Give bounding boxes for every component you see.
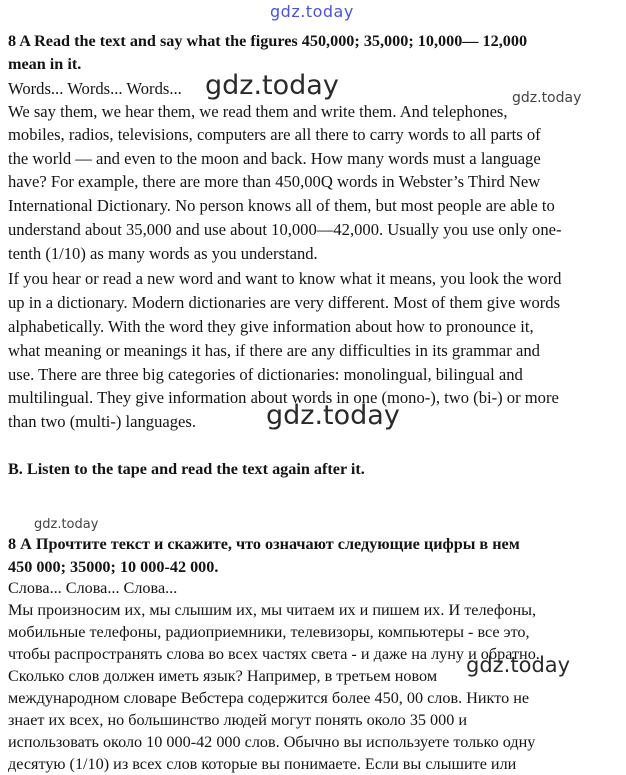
- paragraph-1-line: the world — and even to the moon and back. How many words must a language: [8, 149, 541, 168]
- watermark-1: gdz.today: [205, 70, 339, 101]
- watermark-5: gdz.today: [466, 653, 571, 677]
- paragraph-1-line: understand about 35,000 and use about 10,000—42,000. Usually you use only one-: [8, 220, 562, 239]
- paragraph-1-line: mobiles, radios, televisions, computers are all there to carry words to all parts of: [8, 125, 541, 144]
- paragraph-2-line: alphabetically. With the word they give information about how to pronounce it,: [8, 317, 534, 336]
- paragraph-1-line: tenth (1/10) as many words as you understand.: [8, 244, 318, 263]
- task-title-line-2: mean in it.: [8, 55, 82, 73]
- watermark-2: gdz.today: [512, 90, 582, 106]
- paragraph-1-line: We say them, we hear them, we read them and write them. And telephones,: [8, 102, 508, 121]
- ru-paragraph-line: знает их всех, но большинство людей могут понять около 35 000 и: [8, 711, 468, 729]
- paragraph-2-line: use. There are three big categories of dictionaries: monolingual, bilingual and: [8, 365, 523, 384]
- ru-paragraph-line: десятую (1/10) из всех слов которые вы понимаете. Если вы слышите или: [8, 755, 517, 773]
- text-title: Words... Words... Words...: [8, 79, 182, 98]
- watermark-3: gdz.today: [266, 400, 400, 431]
- task-b: B. Listen to the tape and read the text again after it.: [8, 460, 365, 478]
- ru-paragraph-line: чтобы распространять слова во всех частях света - и даже на луну и обратно.: [8, 645, 540, 663]
- ru-text-title: Слова... Слова... Слова...: [8, 579, 178, 597]
- paragraph-1-line: International Dictionary. No person knows all of them, but most people are able to: [8, 196, 555, 215]
- paragraph-2-line: than two (multi-) languages.: [8, 412, 197, 431]
- task-title-line-1: 8 A Read the text and say what the figures 450,000; 35,000; 10,000— 12,000: [8, 32, 528, 50]
- ru-paragraph-line: мобильные телефоны, радиоприемники, телевизоры, компьютеры - все это,: [8, 623, 530, 641]
- paragraph-1-line: have? For example, there are more than 450,00Q words in Webster’s Third New: [8, 172, 541, 191]
- paragraph-2-line: up in a dictionary. Modern dictionaries are very different. Most of them give words: [8, 293, 561, 312]
- ru-paragraph-line: Мы произносим их, мы слышим их, мы читаем их и пишем их. И телефоны,: [8, 601, 537, 619]
- ru-paragraph-line: международном словаре Вебстера содержится более 450, 00 слов. Никто не: [8, 689, 530, 707]
- paragraph-2-line: what meaning or meanings it has, if there are any difficulties in its grammar and: [8, 341, 540, 360]
- paragraph-2-line: If you hear or read a new word and want to know what it means, you look the word: [8, 269, 562, 288]
- ru-paragraph-line: Сколько слов должен иметь язык? Например, в третьем новом: [8, 667, 438, 685]
- ru-task-title-line-2: 450 000; 35000; 10 000-42 000.: [8, 558, 219, 576]
- watermark-top: gdz.today: [270, 2, 354, 21]
- ru-paragraph-line: использовать около 10 000-42 000 слов. Обычно вы используете только одну: [8, 733, 536, 751]
- watermark-4: gdz.today: [34, 517, 99, 532]
- paragraph-2-line: multilingual. They give information about words in one (mono-), two (bi-) or more: [8, 388, 559, 407]
- ru-task-title-line-1: 8 А Прочтите текст и скажите, что означают следующие цифры в нем: [8, 535, 520, 553]
